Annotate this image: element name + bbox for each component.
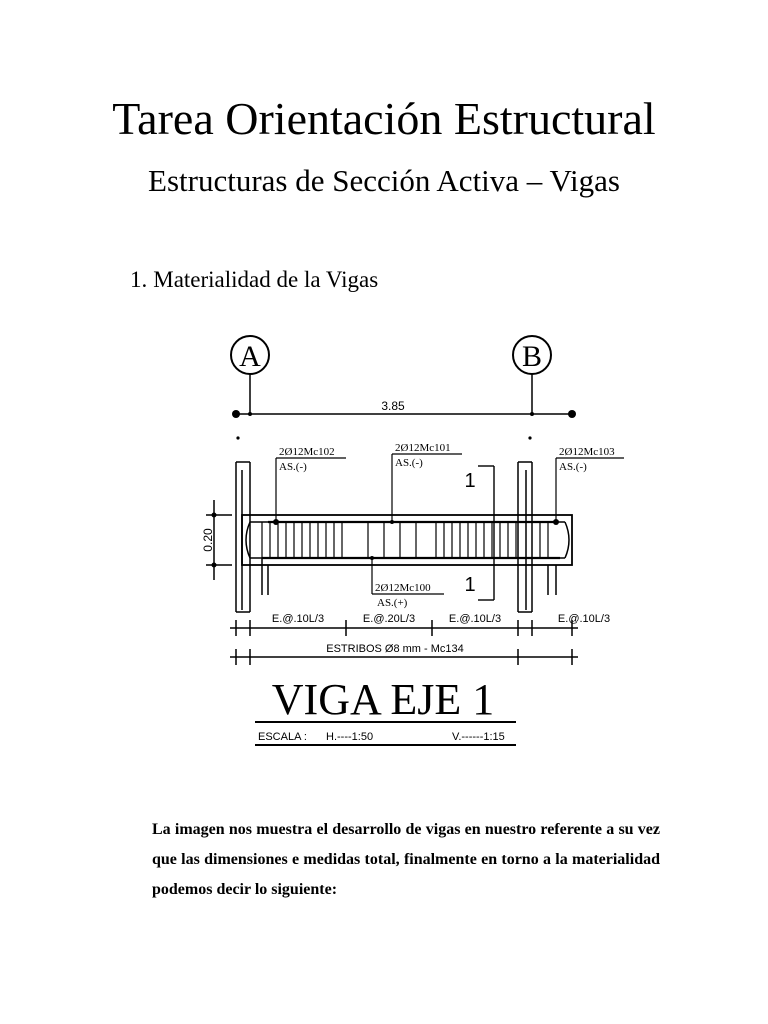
section-number: 1. xyxy=(130,267,148,292)
height-label: 0.20 xyxy=(201,528,215,552)
section-mark-bottom: 1 xyxy=(464,574,476,596)
beam-title: VIGA EJE 1 xyxy=(271,675,495,724)
scale-vertical: V.------1:15 xyxy=(452,731,505,743)
document-subtitle: Estructuras de Sección Activa – Vigas xyxy=(148,163,620,198)
span-label: 3.85 xyxy=(381,399,405,413)
rebar-top-right-type: AS.(-) xyxy=(559,461,587,473)
rebar-top-left-type: AS.(-) xyxy=(279,461,307,473)
axis-label-b: B xyxy=(521,340,543,373)
section-mark-top: 1 xyxy=(464,470,476,492)
section-heading-text: Materialidad de la Vigas xyxy=(153,267,379,292)
beam-drawing xyxy=(0,320,768,750)
rebar-top-center-type: AS.(-) xyxy=(395,457,423,469)
spacing-left-label: E.@.10L/3 xyxy=(271,613,325,625)
column-left xyxy=(236,462,250,612)
rebar-top-right-bars: 2Ø12Mc103 xyxy=(559,446,615,458)
stirrups-right xyxy=(436,522,548,558)
column-right xyxy=(518,462,532,612)
section-heading xyxy=(130,264,378,296)
spacing-center-label: E.@.20L/3 xyxy=(362,613,416,625)
rebar-bottom-bars: 2Ø12Mc100 xyxy=(375,582,431,594)
axis-label-a: A xyxy=(239,340,261,373)
document-title: Tarea Orientación Estructural xyxy=(112,93,656,144)
rebar-top-left-bars: 2Ø12Mc102 xyxy=(279,446,335,458)
scale-horizontal: H.----1:50 xyxy=(326,731,374,743)
stirrups-center xyxy=(368,522,416,558)
body-paragraph: La imagen nos muestra el desarrollo de vigas en nuestro referente a su vez que las dimensiones e medidas total, finalmente en torno a la materialidad podemos decir lo siguiente: xyxy=(152,821,660,898)
rebar-bottom-type: AS.(+) xyxy=(377,597,408,609)
rebar-top-center-bars: 2Ø12Mc101 xyxy=(395,442,451,454)
spacing-right-label: E.@.10L/3 xyxy=(557,613,611,625)
stirrups-left xyxy=(262,522,342,558)
scale-label: ESCALA : xyxy=(258,731,307,743)
stirrups-label: ESTRIBOS Ø8 mm - Mc134 xyxy=(326,643,464,655)
spacing-right-inner-label: E.@.10L/3 xyxy=(448,613,502,625)
